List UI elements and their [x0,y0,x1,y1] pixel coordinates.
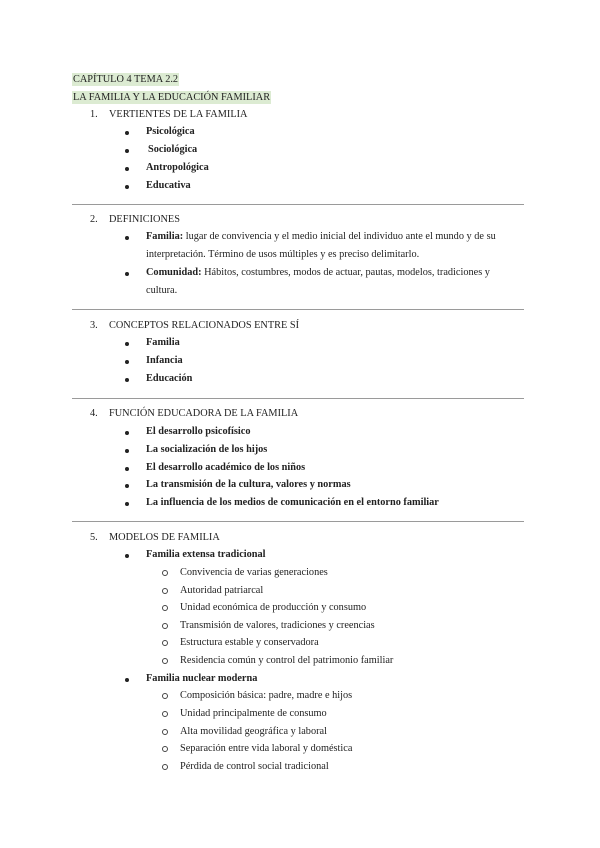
section-title: 5. MODELOS DE FAMILIA [90,532,220,543]
section-title: 3. CONCEPTOS RELACIONADOS ENTRE SÍ [90,320,300,331]
bullet-icon [125,502,129,506]
bullet-icon [125,185,129,189]
bullet-icon [125,554,129,558]
bullet-icon [125,272,129,276]
circle-bullet-icon [162,588,168,594]
bullet-icon [125,431,129,435]
circle-bullet-icon [162,640,168,646]
circle-bullet-icon [162,746,168,752]
bullet-icon [125,149,129,153]
bullet-icon [125,342,129,346]
section-divider [72,309,524,310]
circle-bullet-icon [162,764,168,770]
document-page: CAPÍTULO 4 TEMA 2.2 LA FAMILIA Y LA EDUCACIÓN FAMILIAR 1. VERTIENTES DE LA FAMILIA Psicológica Sociológica Antropológica Educativa 2. DEFINICIONES Familia: lugar de convivencia y el medio inicial del individuo ante el mundo y de su interpretación. Término de usos múltiples y es preciso delimitarlo. Comunidad: Hábitos, costumbres, modos de actuar, pautas, modelos, tradiciones y cultura. 3. CONCEPTOS RELACIONADOS ENTRE SÍ Familia Infancia Educación 4. FUNCIÓN EDUCADORA DE LA FAMILIA El desarrollo psicofísico La socialización de los hijos El desarrollo académico de los niños La transmisión de la cultura, valores y normas La influencia de los medios de comunicación en el entorno familiar 5. MODELOS DE FAMILIA Familia extensa tradicional Convivencia de varias generaciones Autoridad patriarcal Unidad económica de producción y consumo Transmisión de valores, tradiciones y creencias Estructura estable y conservadora Residencia común y control del patrimonio familiar Familia nuclear moderna Composición básica: padre, madre e hijos Unidad principalmente de consumo Alta movilidad geográfica y laboral Separación entre vida laboral y doméstica Pérdida de control social tradicional [0,0,600,848]
bullet-icon [125,678,129,682]
document-title: LA FAMILIA Y LA EDUCACIÓN FAMILIAR [73,92,271,103]
section-divider [72,521,524,522]
chapter-label: CAPÍTULO 4 TEMA 2.2 [73,74,179,85]
circle-bullet-icon [162,605,168,611]
bullet-icon [125,360,129,364]
circle-bullet-icon [162,711,168,717]
bullet-icon [125,378,129,382]
bullet-icon [125,167,129,171]
bullet-icon [125,484,129,488]
bullet-icon [125,449,129,453]
circle-bullet-icon [162,658,168,664]
circle-bullet-icon [162,570,168,576]
circle-bullet-icon [162,693,168,699]
bullet-icon [125,236,129,240]
section-title: 2. DEFINICIONES [90,214,180,225]
section-title: 4. FUNCIÓN EDUCADORA DE LA FAMILIA [90,408,299,419]
bullet-icon [125,467,129,471]
section-divider [72,398,524,399]
circle-bullet-icon [162,623,168,629]
section-divider [72,204,524,205]
bullet-icon [125,131,129,135]
section-title: 1. VERTIENTES DE LA FAMILIA [90,109,248,120]
circle-bullet-icon [162,729,168,735]
